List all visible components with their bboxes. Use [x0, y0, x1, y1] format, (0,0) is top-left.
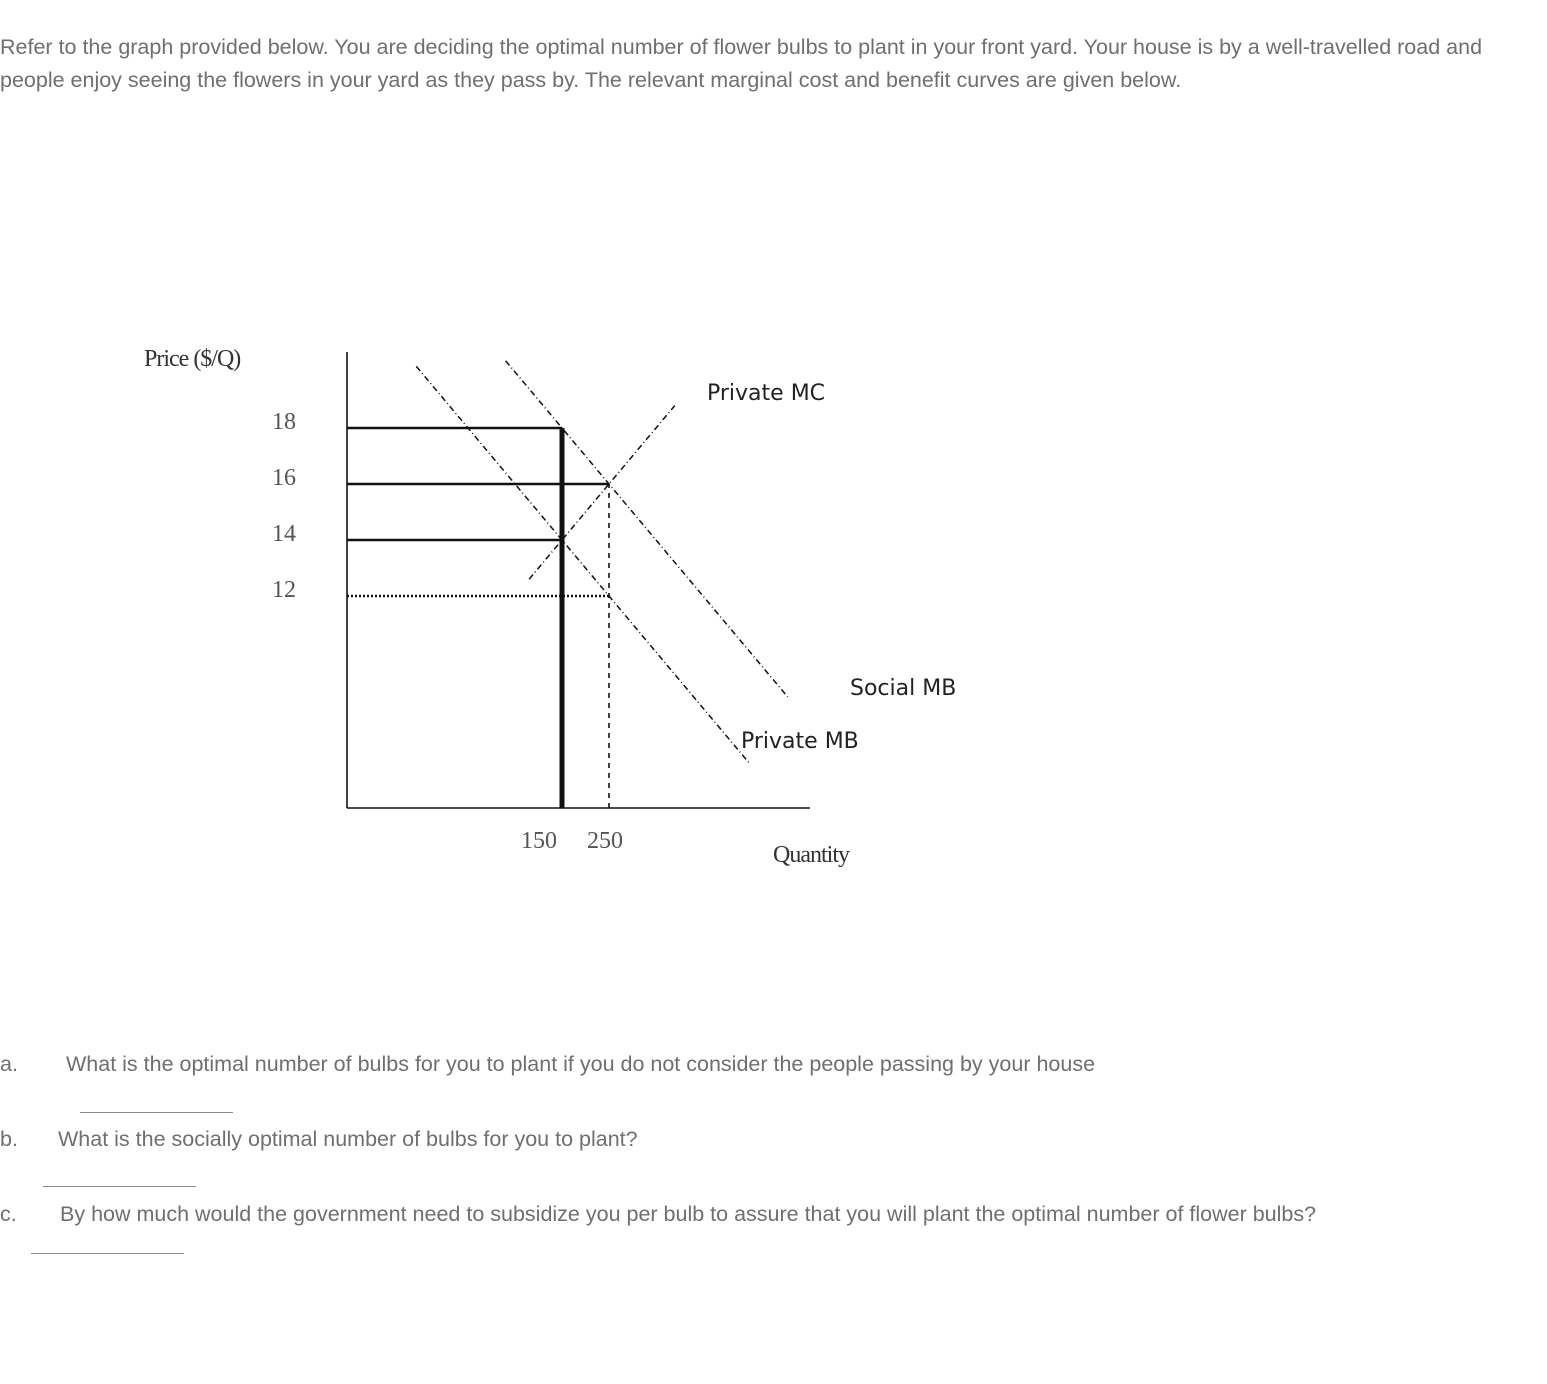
- x-tick-label-250: 250: [587, 828, 623, 854]
- question-b-marker: b.: [0, 1127, 18, 1151]
- private-mb-curve: [416, 366, 750, 764]
- y-tick-label-12: 12: [272, 577, 296, 603]
- x-axis-label: Quantity: [773, 842, 849, 868]
- private-mc-curve: [529, 406, 675, 580]
- x-tick-label-150: 150: [521, 828, 557, 854]
- y-tick-label-18: 18: [272, 409, 296, 435]
- private-mc-label: Private MC: [707, 381, 826, 406]
- answer-b-blank[interactable]: [43, 1186, 196, 1187]
- private-mb-label: Private MB: [741, 729, 859, 754]
- question-a-text: What is the optimal number of bulbs for you to plant if you do not consider the people passing by your house: [66, 1052, 1096, 1076]
- economics-chart: [0, 320, 1000, 880]
- question-a-marker: a.: [0, 1052, 18, 1076]
- social-mb-label: Social MB: [850, 676, 957, 701]
- question-c-marker: c.: [0, 1202, 17, 1226]
- social-mb-curve: [506, 361, 788, 697]
- intro-paragraph: Refer to the graph provided below. You are deciding the optimal number of flower bulbs to plant in your front yard. Your house is by a well-travelled road and people enjoy seeing the flowers in your yard as they pass by. The relevant marginal cost and benefit curves are given below.: [0, 35, 1483, 92]
- y-tick-label-16: 16: [272, 465, 296, 491]
- answer-c-blank[interactable]: [31, 1253, 184, 1254]
- question-c-text: By how much would the government need to subsidize you per bulb to assure that you will plant the optimal number of flower bulbs?: [60, 1202, 1317, 1226]
- question-b-text: What is the socially optimal number of bulbs for you to plant?: [58, 1127, 638, 1151]
- answer-a-blank[interactable]: [80, 1112, 233, 1113]
- y-tick-label-14: 14: [272, 521, 296, 547]
- y-axis-label: Price ($/Q): [144, 346, 241, 372]
